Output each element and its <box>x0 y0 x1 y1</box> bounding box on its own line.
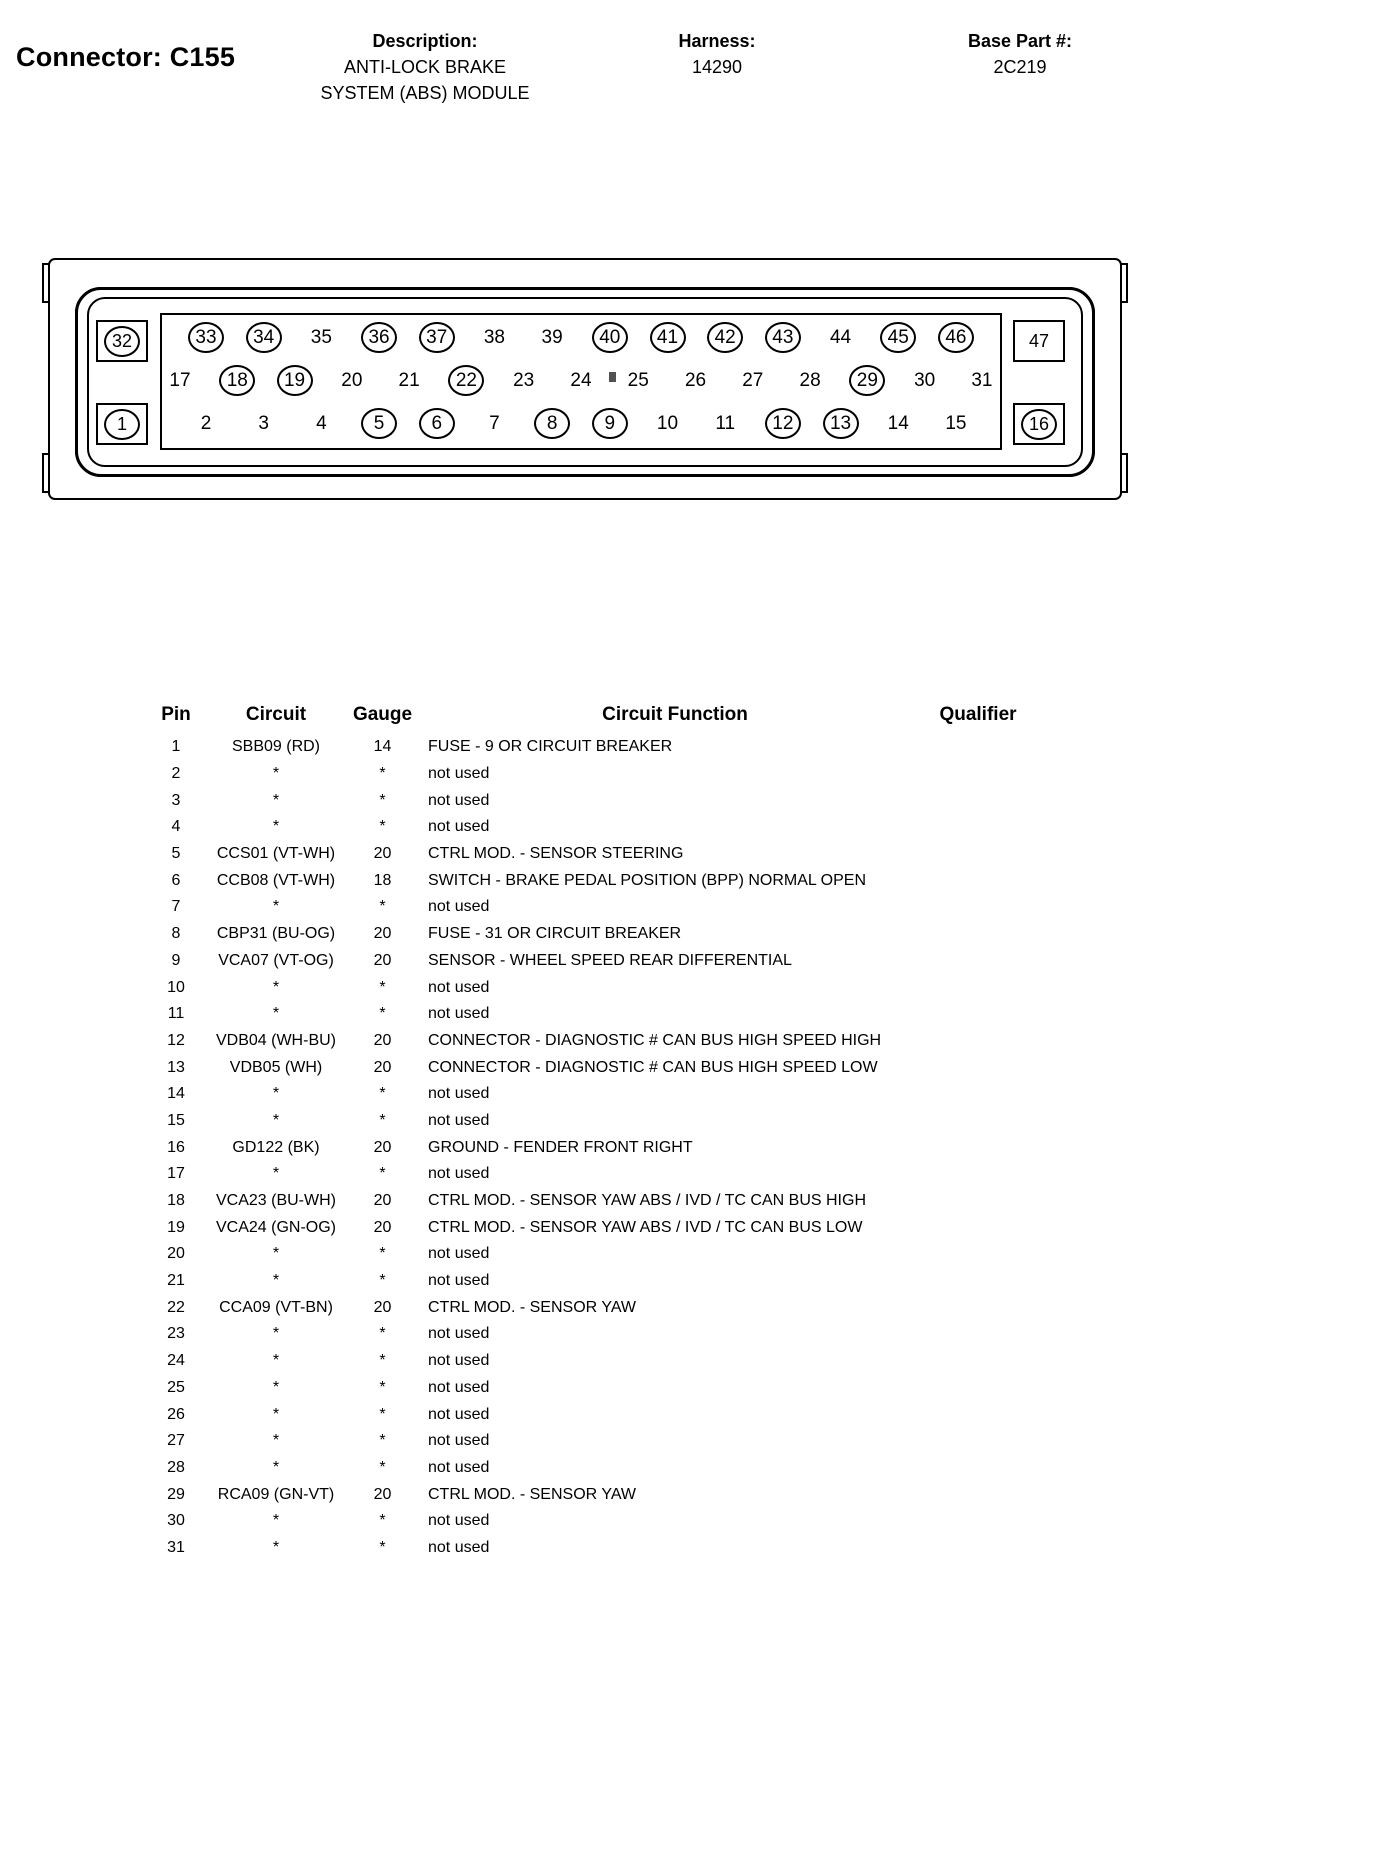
description-value-line1: ANTI-LOCK BRAKE <box>343 57 507 77</box>
connector-pin: 38 <box>483 326 505 348</box>
connector-pin: 36 <box>361 322 397 353</box>
gauge-cell: 20 <box>373 951 392 969</box>
pin-cell: 27 <box>167 1432 185 1450</box>
connector-pin: 6 <box>419 408 455 439</box>
pin-cell: 19 <box>167 1218 185 1236</box>
table-row <box>140 1481 1040 1508</box>
circuit-cell: GD122 (BK) <box>232 1138 320 1156</box>
connector-pin: 11 <box>715 412 736 434</box>
connector-pin: 43 <box>765 322 801 353</box>
circuit-cell: * <box>272 1325 280 1343</box>
gauge-cell: * <box>379 1352 386 1370</box>
connector-pin: 47 <box>1028 330 1050 351</box>
connector-pin: 2 <box>200 412 212 434</box>
connector-pin: 30 <box>914 369 936 391</box>
table-body <box>140 734 1040 1561</box>
table-row <box>140 1348 1040 1375</box>
pinout-table <box>140 700 1040 1561</box>
gauge-cell: * <box>379 791 386 809</box>
pin-cell: 17 <box>167 1165 185 1183</box>
function-cell: not used <box>428 1325 490 1343</box>
function-cell: not used <box>428 1272 490 1290</box>
pin-cell: 16 <box>167 1138 185 1156</box>
pin-cell: 28 <box>167 1458 185 1476</box>
gauge-cell: * <box>379 1405 386 1423</box>
description-label: Description: <box>372 31 478 51</box>
table-row <box>140 841 1040 868</box>
connector-pin: 20 <box>341 369 363 391</box>
function-cell: not used <box>428 898 490 916</box>
pin-cell: 20 <box>167 1245 185 1263</box>
gauge-cell: * <box>379 1165 386 1183</box>
base-part-block <box>915 28 1125 80</box>
pin-cell: 18 <box>167 1192 185 1210</box>
table-row <box>140 1054 1040 1081</box>
circuit-cell: * <box>272 1458 280 1476</box>
gauge-cell: * <box>379 818 386 836</box>
function-cell: not used <box>428 1432 490 1450</box>
table-row <box>140 1375 1040 1402</box>
pin-row-bottom <box>162 408 1000 439</box>
circuit-cell: * <box>272 1005 280 1023</box>
connector-pin: 18 <box>219 365 255 396</box>
connector-pin: 5 <box>361 408 397 439</box>
connector-pin: 17 <box>169 369 191 391</box>
description-block <box>285 28 565 106</box>
table-row <box>140 1321 1040 1348</box>
connector-pin: 24 <box>570 369 592 391</box>
gauge-cell: 20 <box>373 1058 392 1076</box>
table-row <box>140 1294 1040 1321</box>
pin-cell: 14 <box>167 1085 185 1103</box>
gauge-cell: 20 <box>373 925 392 943</box>
function-cell: SENSOR - WHEEL SPEED REAR DIFFERENTIAL <box>428 951 792 969</box>
connector-title: Connector: C155 <box>16 42 236 72</box>
circuit-cell: * <box>272 1378 280 1396</box>
connector-pin: 9 <box>592 408 628 439</box>
connector-pin: 22 <box>448 365 484 396</box>
connector-pin: 31 <box>971 369 993 391</box>
function-cell: not used <box>428 1378 490 1396</box>
pin-cell: 10 <box>167 978 185 996</box>
table-row <box>140 867 1040 894</box>
pin-cell: 1 <box>171 738 181 756</box>
function-cell: not used <box>428 1005 490 1023</box>
connector-pin: 35 <box>310 326 332 348</box>
connector-pin: 29 <box>849 365 885 396</box>
pin-row-top <box>162 322 1000 353</box>
circuit-cell: * <box>272 1085 280 1103</box>
function-cell: SWITCH - BRAKE PEDAL POSITION (BPP) NORMAL OPEN <box>428 871 866 889</box>
connector-pin: 32 <box>104 326 140 357</box>
pin-cell: 21 <box>167 1272 185 1290</box>
table-row <box>140 1081 1040 1108</box>
connector-pin: 8 <box>534 408 570 439</box>
gauge-cell: 20 <box>373 1192 392 1210</box>
connector-pin: 10 <box>656 412 679 434</box>
connector-pin: 16 <box>1021 409 1057 440</box>
circuit-cell: SBB09 (RD) <box>231 738 321 756</box>
connector-pin: 45 <box>880 322 916 353</box>
circuit-cell: * <box>272 818 280 836</box>
pin-cell: 12 <box>167 1031 185 1049</box>
gauge-cell: * <box>379 1538 386 1556</box>
function-cell: CTRL MOD. - SENSOR YAW ABS / IVD / TC CAN BUS HIGH <box>428 1192 866 1210</box>
connector-pin: 23 <box>513 369 535 391</box>
pin-cell: 26 <box>167 1405 185 1423</box>
circuit-cell: VDB05 (WH) <box>229 1058 323 1076</box>
circuit-cell: VCA07 (VT-OG) <box>218 951 334 969</box>
connector-pin: 7 <box>489 412 500 434</box>
gauge-cell: 20 <box>373 1031 392 1049</box>
header-gauge: Gauge <box>352 704 413 725</box>
connector-pin: 46 <box>938 322 974 353</box>
harness-label: Harness: <box>678 31 756 51</box>
circuit-cell: * <box>272 1405 280 1423</box>
function-cell: not used <box>428 1245 490 1263</box>
pin-cell: 3 <box>171 791 181 809</box>
table-row <box>140 1268 1040 1295</box>
circuit-cell: CCB08 (VT-WH) <box>216 871 336 889</box>
connector-pin: 28 <box>799 369 821 391</box>
gauge-cell: * <box>379 898 386 916</box>
pin-cell: 2 <box>171 765 181 783</box>
table-row <box>140 1508 1040 1535</box>
connector-pin: 39 <box>541 326 563 348</box>
pin-cell: 5 <box>171 845 181 863</box>
table-row <box>140 1161 1040 1188</box>
function-cell: CTRL MOD. - SENSOR STEERING <box>428 845 684 863</box>
table-row <box>140 1134 1040 1161</box>
table-row <box>140 1028 1040 1055</box>
connector-pin: 12 <box>765 408 801 439</box>
circuit-cell: * <box>272 1512 280 1530</box>
connector-pin: 41 <box>650 322 686 353</box>
gauge-cell: * <box>379 1005 386 1023</box>
page-header <box>0 28 1376 118</box>
end-pin-box <box>1013 403 1065 445</box>
connector-pin: 34 <box>246 322 282 353</box>
pin-cell: 6 <box>171 871 181 889</box>
base-part-label: Base Part #: <box>967 31 1073 51</box>
table-row <box>140 814 1040 841</box>
header-pin: Pin <box>161 704 191 725</box>
function-cell: not used <box>428 765 490 783</box>
function-cell: not used <box>428 978 490 996</box>
function-cell: not used <box>428 791 490 809</box>
pin-cell: 9 <box>171 951 181 969</box>
function-cell: not used <box>428 1512 490 1530</box>
pin-cell: 30 <box>167 1512 185 1530</box>
circuit-cell: CCS01 (VT-WH) <box>216 845 336 863</box>
connector-pin: 26 <box>684 369 707 391</box>
end-pin-box <box>96 320 148 362</box>
gauge-cell: 20 <box>373 1218 392 1236</box>
circuit-cell: CCA09 (VT-BN) <box>219 1298 333 1316</box>
pin-cell: 23 <box>167 1325 185 1343</box>
gauge-cell: * <box>379 1245 386 1263</box>
pin-cell: 25 <box>167 1378 185 1396</box>
pin-cell: 13 <box>167 1058 185 1076</box>
gauge-cell: * <box>379 978 386 996</box>
connector-pin: 37 <box>419 322 455 353</box>
pin-cell: 29 <box>167 1485 185 1503</box>
function-cell: not used <box>428 818 490 836</box>
function-cell: CTRL MOD. - SENSOR YAW <box>428 1485 637 1503</box>
table-row <box>140 1535 1040 1562</box>
circuit-cell: * <box>272 1272 280 1290</box>
gauge-cell: * <box>379 1512 386 1530</box>
circuit-cell: * <box>272 1352 280 1370</box>
circuit-cell: CBP31 (BU-OG) <box>216 925 336 943</box>
function-cell: not used <box>428 1352 490 1370</box>
circuit-cell: * <box>272 1111 280 1129</box>
circuit-cell: * <box>272 1245 280 1263</box>
gauge-cell: * <box>379 1111 386 1129</box>
function-cell: CTRL MOD. - SENSOR YAW ABS / IVD / TC CAN BUS LOW <box>428 1218 863 1236</box>
circuit-cell: * <box>272 765 280 783</box>
function-cell: FUSE - 9 OR CIRCUIT BREAKER <box>428 738 673 756</box>
gauge-cell: 14 <box>373 738 392 756</box>
pin-cell: 7 <box>171 898 181 916</box>
connector-pin: 21 <box>398 369 420 391</box>
table-row <box>140 1455 1040 1482</box>
table-row <box>140 1401 1040 1428</box>
pin-cell: 4 <box>171 818 181 836</box>
table-row <box>140 1108 1040 1135</box>
circuit-cell: * <box>272 1432 280 1450</box>
small-mark <box>609 372 616 382</box>
connector-pin: 25 <box>627 369 649 391</box>
connector-pin: 14 <box>887 412 909 434</box>
pin-cell: 8 <box>171 925 181 943</box>
table-row <box>140 761 1040 788</box>
pin-cell: 31 <box>167 1538 185 1556</box>
gauge-cell: 20 <box>373 1485 392 1503</box>
function-cell: not used <box>428 1458 490 1476</box>
connector-pin-field <box>160 313 1002 450</box>
header-circuit: Circuit <box>245 704 307 725</box>
function-cell: CONNECTOR - DIAGNOSTIC # CAN BUS HIGH SPEED LOW <box>428 1058 878 1076</box>
gauge-cell: * <box>379 1378 386 1396</box>
circuit-cell: * <box>272 898 280 916</box>
table-row <box>140 921 1040 948</box>
gauge-cell: * <box>379 1432 386 1450</box>
connector-diagram <box>0 255 1376 515</box>
connector-pin: 27 <box>742 369 764 391</box>
harness-block <box>617 28 817 80</box>
description-value-line2: SYSTEM (ABS) MODULE <box>320 83 530 103</box>
end-pin-box <box>96 403 148 445</box>
pin-cell: 11 <box>167 1005 185 1023</box>
gauge-cell: 18 <box>373 871 392 889</box>
pin-cell: 15 <box>167 1111 185 1129</box>
function-cell: not used <box>428 1085 490 1103</box>
table-row <box>140 894 1040 921</box>
connector-pin: 44 <box>829 326 852 348</box>
function-cell: not used <box>428 1111 490 1129</box>
table-row <box>140 1188 1040 1215</box>
table-header-row <box>140 700 1040 730</box>
gauge-cell: * <box>379 1085 386 1103</box>
circuit-cell: * <box>272 1538 280 1556</box>
table-row <box>140 948 1040 975</box>
connector-pin: 33 <box>188 322 224 353</box>
connector-pin: 1 <box>104 409 140 440</box>
function-cell: CONNECTOR - DIAGNOSTIC # CAN BUS HIGH SPEED HIGH <box>428 1031 882 1049</box>
circuit-cell: VCA24 (GN-OG) <box>215 1218 336 1236</box>
gauge-cell: * <box>379 1272 386 1290</box>
gauge-cell: * <box>379 765 386 783</box>
circuit-cell: * <box>272 978 280 996</box>
pin-cell: 24 <box>167 1352 185 1370</box>
pin-row-middle <box>162 365 1000 396</box>
connector-pin: 4 <box>316 412 327 434</box>
gauge-cell: 20 <box>373 1298 392 1316</box>
header-circuit-function: Circuit Function <box>602 704 748 725</box>
end-pin-box <box>1013 320 1065 362</box>
circuit-cell: VCA23 (BU-WH) <box>215 1192 336 1210</box>
table-row <box>140 1241 1040 1268</box>
gauge-cell: 20 <box>373 1138 392 1156</box>
function-cell: not used <box>428 1538 490 1556</box>
circuit-cell: * <box>272 1165 280 1183</box>
table-row <box>140 787 1040 814</box>
gauge-cell: * <box>379 1325 386 1343</box>
connector-pin: 40 <box>592 322 628 353</box>
table-row <box>140 1428 1040 1455</box>
table-row <box>140 974 1040 1001</box>
function-cell: not used <box>428 1165 490 1183</box>
function-cell: GROUND - FENDER FRONT RIGHT <box>428 1138 693 1156</box>
gauge-cell: * <box>379 1458 386 1476</box>
harness-value: 14290 <box>691 57 743 77</box>
pin-cell: 22 <box>167 1298 185 1316</box>
header-qualifier: Qualifier <box>939 704 1017 725</box>
connector-pin: 3 <box>258 412 269 434</box>
table-row <box>140 1214 1040 1241</box>
table-row <box>140 734 1040 761</box>
function-cell: FUSE - 31 OR CIRCUIT BREAKER <box>428 925 682 943</box>
connector-pin: 42 <box>707 322 743 353</box>
connector-pin: 15 <box>945 412 967 434</box>
connector-pin: 13 <box>823 408 859 439</box>
gauge-cell: 20 <box>373 845 392 863</box>
circuit-cell: * <box>272 791 280 809</box>
function-cell: CTRL MOD. - SENSOR YAW <box>428 1298 637 1316</box>
circuit-cell: RCA09 (GN-VT) <box>217 1485 335 1503</box>
base-part-value: 2C219 <box>993 57 1047 77</box>
connector-pin: 19 <box>277 365 313 396</box>
circuit-cell: VDB04 (WH-BU) <box>215 1031 336 1049</box>
function-cell: not used <box>428 1405 490 1423</box>
table-row <box>140 1001 1040 1028</box>
